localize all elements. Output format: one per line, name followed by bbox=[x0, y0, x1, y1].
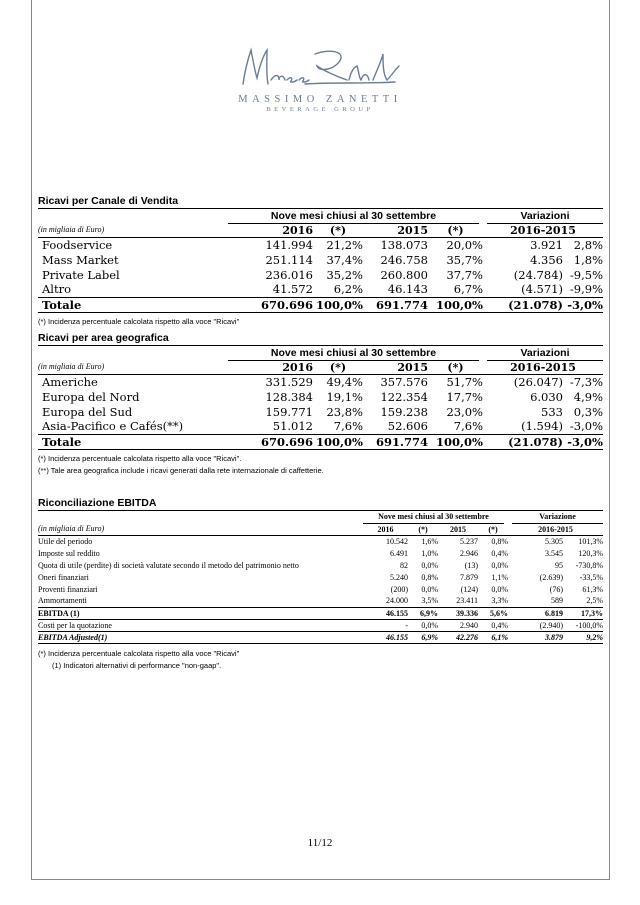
logo-sub-text: BEVERAGE GROUP bbox=[266, 106, 374, 113]
table-row: Utile del periodo 10.542 1,6% 5.237 0,8% 5.305 101,3% bbox=[38, 536, 603, 546]
col-variation: 2016-2015 bbox=[483, 223, 603, 237]
period-header: Nove mesi chiusi al 30 settembre bbox=[228, 346, 483, 360]
table-row: Americhe 331.529 49,4% 357.576 51,7% (26.047) -7,3% bbox=[42, 374, 603, 389]
table-row: Foodservice 141.994 21,2% 138.073 20,0% 3.921 2,8% bbox=[42, 237, 603, 252]
section-title: Ricavi per Canale di Vendita bbox=[38, 195, 603, 209]
col-2015: 2015 bbox=[438, 523, 478, 535]
table-row: Ammortamenti 24.000 3,5% 23.411 3,3% 589 2,5% bbox=[38, 596, 603, 606]
ebitda-adjusted-row: EBITDA Adjusted(1) 46.155 6,9% 42.276 6,1% 3.879 9,2% bbox=[38, 632, 603, 642]
table-row: Asia-Pacifico e Cafés(**) 51.012 7,6% 52.606 7,6% (1.594) -3,0% bbox=[38, 419, 603, 434]
table-row: Imposte sul reddito 6.491 1,0% 2.946 0,4% 3.545 120,3% bbox=[38, 548, 603, 558]
col-pct-2016: (*) bbox=[313, 360, 363, 374]
col-variation: 2016-2015 bbox=[508, 523, 603, 535]
table-row: Mass Market 251.114 37,4% 246.758 35,7% 4.356 1,8% bbox=[42, 252, 603, 267]
ebitda-row: EBITDA (1) 46.155 6,9% 39.336 5,6% 6.819 17,3% bbox=[38, 608, 603, 618]
total-row: Totale 670.696 100,0% 691.774 100,0% (21.078) -3,0% bbox=[38, 434, 603, 449]
page-number: 11/12 bbox=[307, 837, 333, 849]
table-row: Proventi finanziari (200) 0,0% (124) 0,0% (76) 61,3% bbox=[38, 584, 603, 594]
col-pct-2016: (*) bbox=[313, 223, 363, 237]
signature-logo-icon bbox=[235, 40, 405, 92]
total-row: Totale 670.696 100,0% 691.774 100,0% (21.078) -3,0% bbox=[38, 297, 603, 312]
footnote: (*) Incidenza percentuale calcolata rispetto alla voce "Ricavi" bbox=[38, 648, 240, 658]
table-row: Europa del Sud 159.771 23,8% 159.238 23,0% 533 0,3% bbox=[42, 404, 603, 419]
section-title: Riconciliazione EBITDA bbox=[38, 497, 603, 511]
footnote: (*) Incidenza percentuale calcolata rispetto alla voce "Ricavi". bbox=[38, 453, 242, 463]
unit-label: (in migliaia di Euro) bbox=[38, 360, 228, 374]
section-title: Ricavi per area geografica bbox=[38, 332, 603, 346]
variation-header: Variazioni bbox=[483, 346, 603, 360]
table-row: Oneri finanziari 5.240 0,8% 7.879 1,1% (2.639) -33,5% bbox=[38, 572, 603, 582]
unit-label: (in migliaia di Euro) bbox=[38, 523, 363, 535]
col-pct-2015: (*) bbox=[428, 223, 483, 237]
variation-header: Variazioni bbox=[483, 209, 603, 223]
table-row: Quota di utile (perdite) di società valutate secondo il metodo del patrimonio netto 82 0,0% (13) 0,0% 95 -730,8% bbox=[38, 560, 603, 570]
sales-channel-table bbox=[38, 209, 603, 313]
col-2016: 2016 bbox=[363, 523, 408, 535]
logo-name-text: MASSIMO ZANETTI bbox=[238, 94, 402, 105]
col-2016: 2016 bbox=[228, 223, 313, 237]
ebitda-table bbox=[38, 511, 603, 644]
footnote: (*) Incidenza percentuale calcolata rispetto alla voce "Ricavi" bbox=[38, 316, 240, 326]
footnote: (1) Indicatori alternativi di performance "non-gaap". bbox=[52, 660, 222, 670]
geographic-table bbox=[38, 346, 603, 450]
col-pct-2015: (*) bbox=[478, 523, 508, 535]
period-header: Nove mesi chiusi al 30 settembre bbox=[363, 511, 508, 523]
period-header: Nove mesi chiusi al 30 settembre bbox=[228, 209, 483, 223]
col-variation: 2016-2015 bbox=[483, 360, 603, 374]
table-row: Costi per la quotazione - 0,0% 2.940 0,4% (2.940) -100,0% bbox=[38, 620, 603, 630]
col-2015: 2015 bbox=[363, 360, 428, 374]
variation-header: Variazione bbox=[508, 511, 603, 523]
col-pct-2015: (*) bbox=[428, 360, 483, 374]
unit-label: (in migliaia di Euro) bbox=[38, 223, 228, 237]
table-row: Europa del Nord 128.384 19,1% 122.354 17,7% 6.030 4,9% bbox=[42, 389, 603, 404]
sales-channel-section bbox=[38, 195, 603, 327]
table-row: Altro 41.572 6,2% 46.143 6,7% (4.571) -9,9% bbox=[38, 282, 603, 297]
geographic-section bbox=[38, 332, 603, 476]
col-2016: 2016 bbox=[228, 360, 313, 374]
col-pct-2016: (*) bbox=[408, 523, 438, 535]
col-2015: 2015 bbox=[363, 223, 428, 237]
company-logo bbox=[0, 40, 640, 113]
ebitda-section bbox=[38, 497, 603, 671]
footnote: (**) Tale area geografica include i ricavi generati dalla rete internazionale di caffetterie. bbox=[38, 465, 324, 475]
table-row: Private Label 236.016 35,2% 260.800 37,7% (24.784) -9,5% bbox=[42, 267, 603, 282]
